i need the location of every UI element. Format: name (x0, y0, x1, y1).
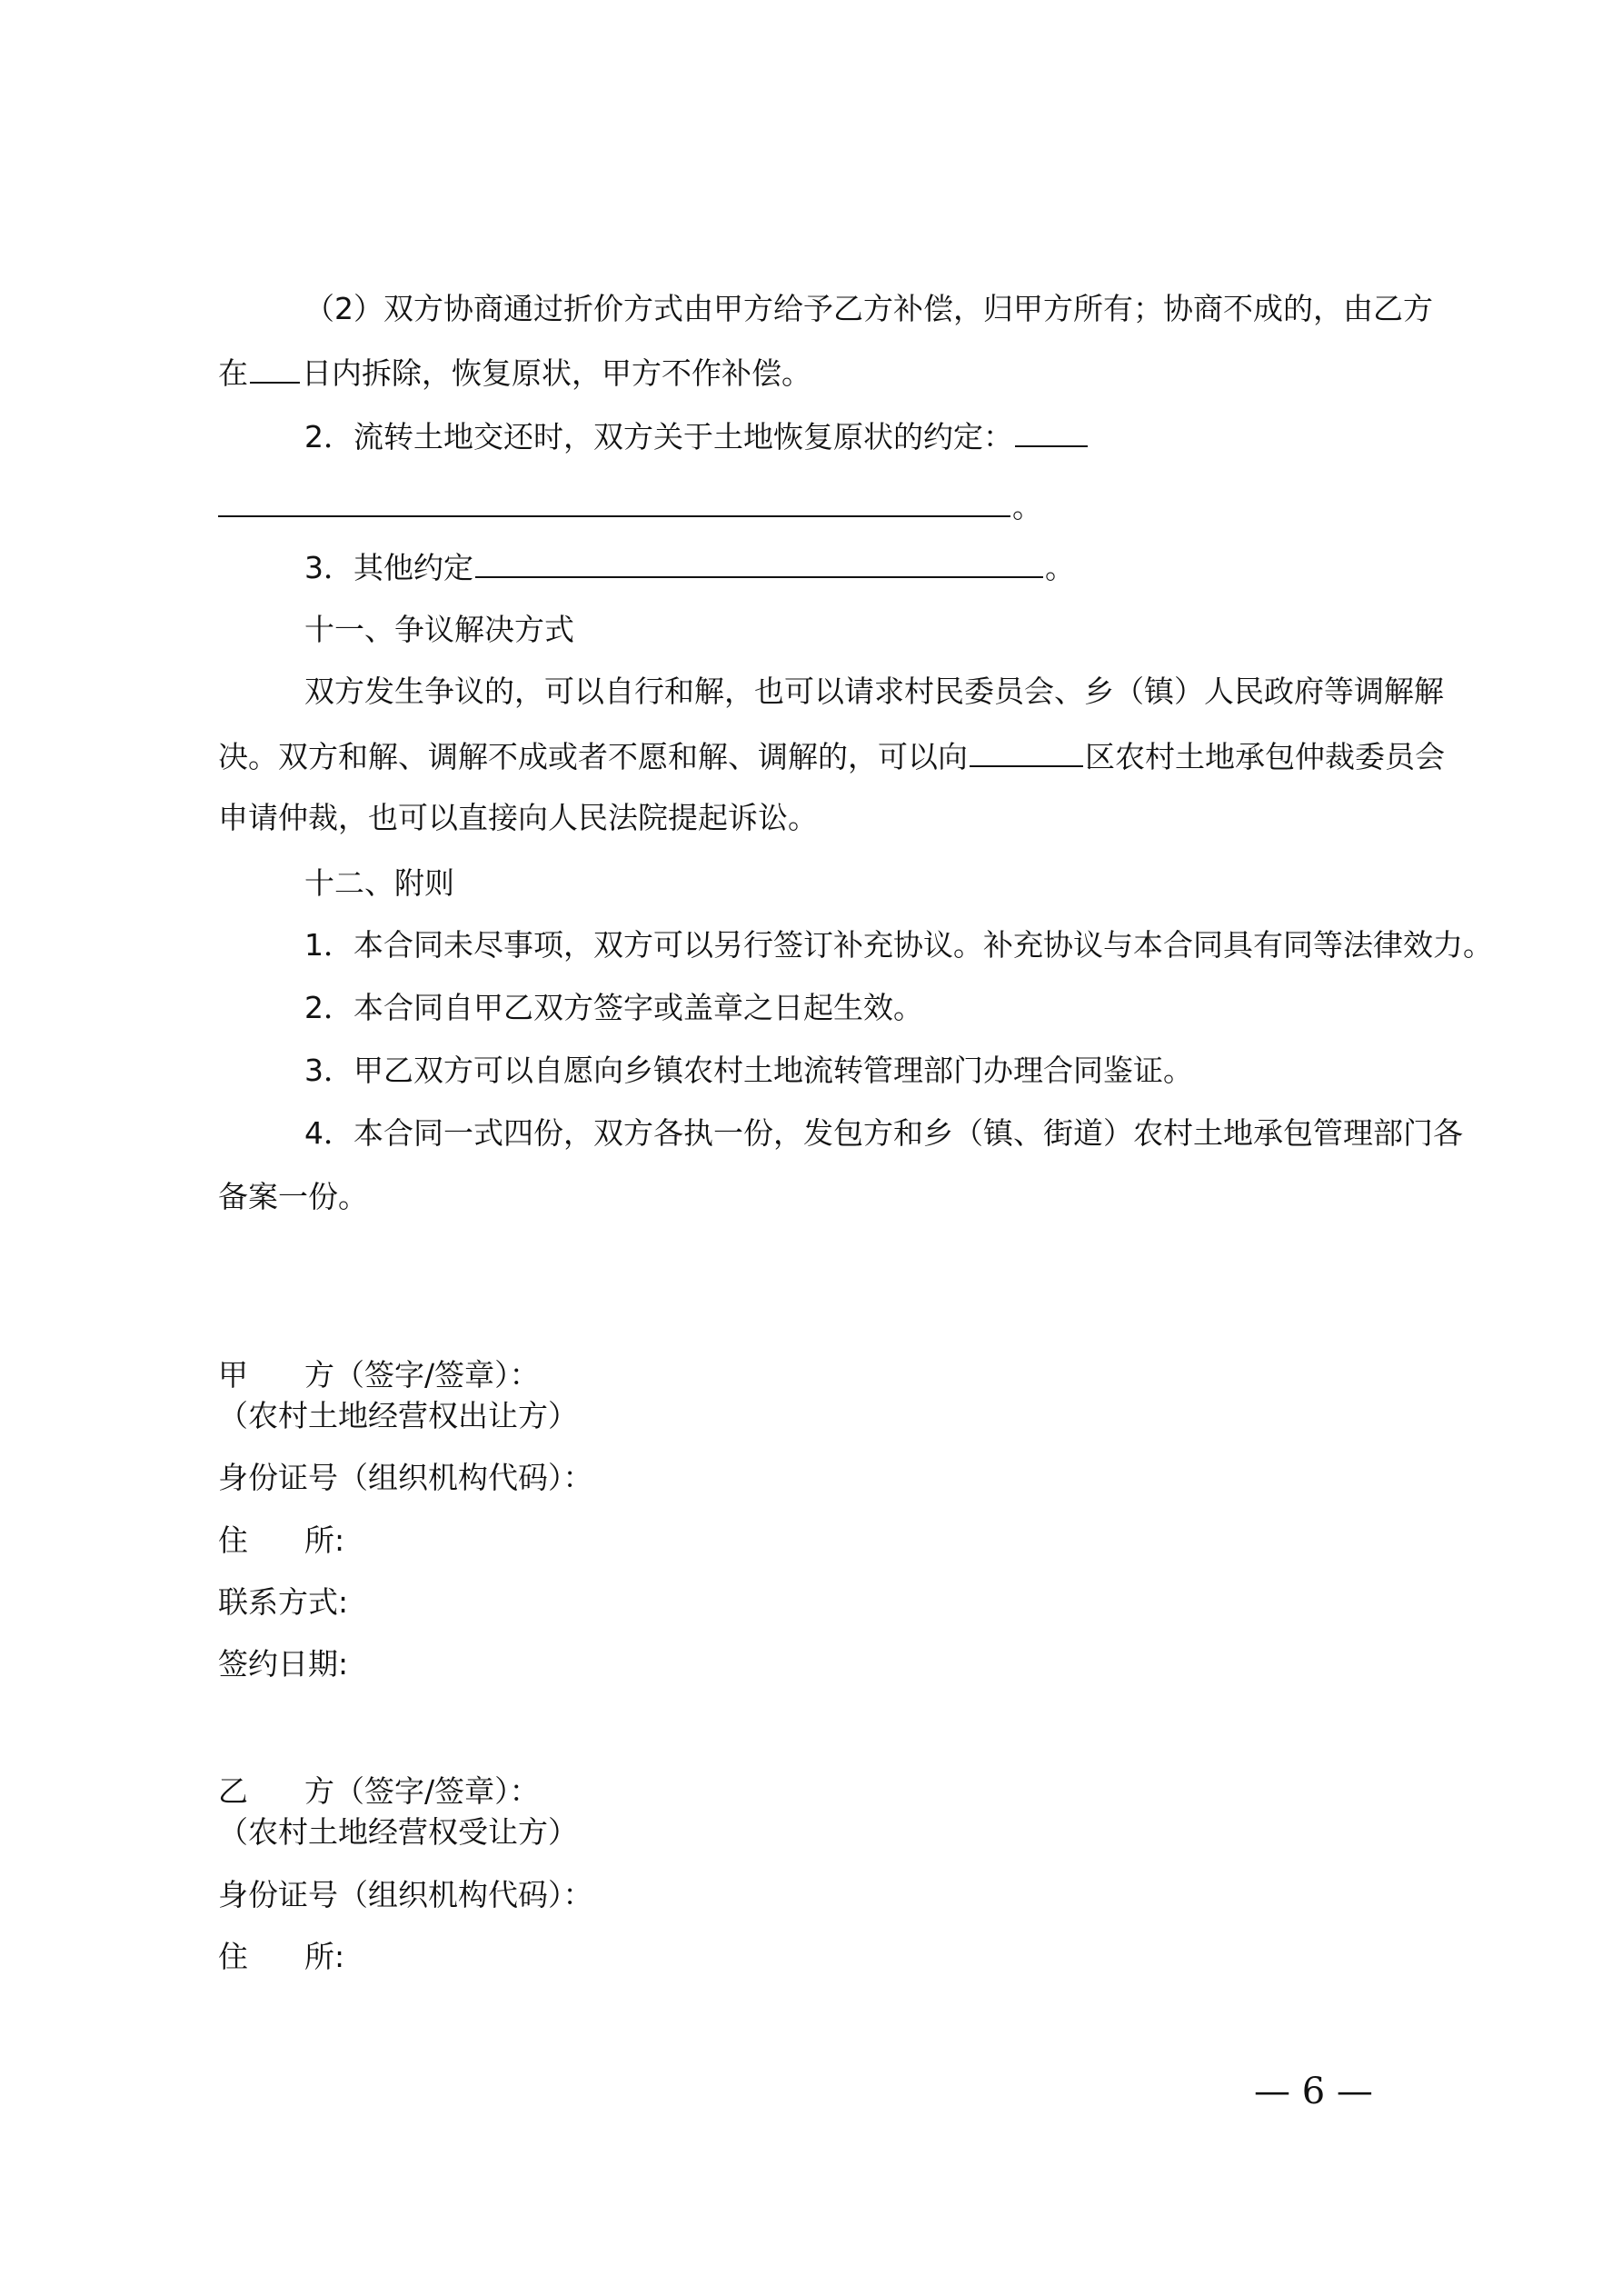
clause-compensation-line2 (218, 351, 1436, 394)
appendix-item-1 (304, 924, 1493, 966)
appendix-item-4-line2 (218, 1176, 1436, 1218)
appendix-item-3 (304, 1050, 1436, 1092)
party-a-char: 甲 (218, 1357, 248, 1393)
party-a-contact-label: 联系方式: (218, 1584, 349, 1620)
clause-text: 申请仲裁，也可以直接向人民法院提起诉讼。 (218, 800, 818, 835)
clause-text: 备案一份。 (218, 1179, 368, 1214)
clause-text: 2．本合同自甲乙双方签字或盖章之日起生效。 (304, 990, 923, 1025)
party-a-address-field[interactable] (218, 1520, 344, 1562)
clause-text: 3．其他约定 (304, 550, 473, 585)
clause-text: 4．本合同一式四份，双方各执一份，发包方和乡（镇、街道）农村土地承包管理部门各 (304, 1115, 1463, 1151)
party-b-char: 乙 (218, 1773, 248, 1809)
restore-blank-1[interactable] (1015, 414, 1088, 447)
dispute-line3 (218, 797, 1436, 839)
section-heading-dispute (304, 609, 1436, 651)
district-blank[interactable] (970, 734, 1083, 767)
clause-other (304, 545, 1436, 589)
party-a-contact-field[interactable] (218, 1582, 348, 1623)
party-a-role (218, 1395, 578, 1437)
clause-text: （2）双方协商通过折价方式由甲方给予乙方补偿，归甲方所有；协商不成的，由乙方 (304, 291, 1433, 326)
dispute-line1 (304, 671, 1444, 713)
party-b-address-field[interactable] (218, 1936, 344, 1978)
section-heading-appendix (304, 863, 1436, 904)
party-a-address-label: 所: (304, 1522, 345, 1558)
clause-restore-continued (218, 484, 1436, 528)
page-number: — 6 — (1254, 2071, 1373, 2112)
clause-text: 区农村土地承包仲裁委员会 (1085, 739, 1445, 774)
dispute-line2 (218, 734, 1445, 778)
party-a-sign-text: 方（签字/签章）： (304, 1357, 540, 1393)
party-a-date-field[interactable] (218, 1643, 348, 1685)
clause-text: 在 (218, 355, 248, 391)
party-b-signature-label (218, 1771, 540, 1812)
clause-text: 决。双方和解、调解不成或者不愿和解、调解的，可以向 (218, 739, 968, 774)
party-b-sign-text: 方（签字/签章）： (304, 1773, 540, 1809)
party-b-address-char: 住 (218, 1939, 248, 1974)
party-a-signature-label (218, 1354, 540, 1396)
appendix-item-4-line1 (304, 1113, 1463, 1154)
party-b-role (218, 1812, 578, 1853)
party-a-id-label: 身份证号（组织机构代码）： (218, 1460, 593, 1495)
other-blank[interactable] (475, 545, 1043, 578)
clause-text: 1．本合同未尽事项，双方可以另行签订补充协议。补充协议与本合同具有同等法律效力。 (304, 927, 1493, 963)
section-title: 十一、争议解决方式 (304, 612, 574, 647)
party-a-date-label: 签约日期: (218, 1646, 349, 1682)
section-title: 十二、附则 (304, 865, 454, 901)
clause-compensation-line1 (304, 288, 1436, 330)
party-b-role-text: （农村土地经营权受让方） (218, 1814, 578, 1850)
clause-text: 2．流转土地交还时，双方关于土地恢复原状的约定： (304, 419, 1013, 454)
party-a-role-text: （农村土地经营权出让方） (218, 1398, 578, 1433)
clause-text: 。 (1045, 550, 1075, 585)
party-a-address-char: 住 (218, 1522, 248, 1558)
clause-text: 日内拆除，恢复原状，甲方不作补偿。 (302, 355, 811, 391)
appendix-item-2 (304, 987, 1436, 1029)
party-b-address-label: 所: (304, 1939, 345, 1974)
days-blank[interactable] (250, 351, 300, 384)
clause-text: 3．甲乙双方可以自愿向乡镇农村土地流转管理部门办理合同鉴证。 (304, 1053, 1193, 1088)
party-b-id-field[interactable] (218, 1874, 593, 1916)
party-b-id-label: 身份证号（组织机构代码）： (218, 1877, 593, 1912)
clause-restore (304, 414, 1436, 458)
clause-text: 双方发生争议的，可以自行和解，也可以请求村民委员会、乡（镇）人民政府等调解解 (304, 674, 1444, 709)
clause-text: 。 (1012, 489, 1042, 524)
party-a-id-field[interactable] (218, 1457, 593, 1499)
restore-blank-2[interactable] (218, 484, 1010, 517)
